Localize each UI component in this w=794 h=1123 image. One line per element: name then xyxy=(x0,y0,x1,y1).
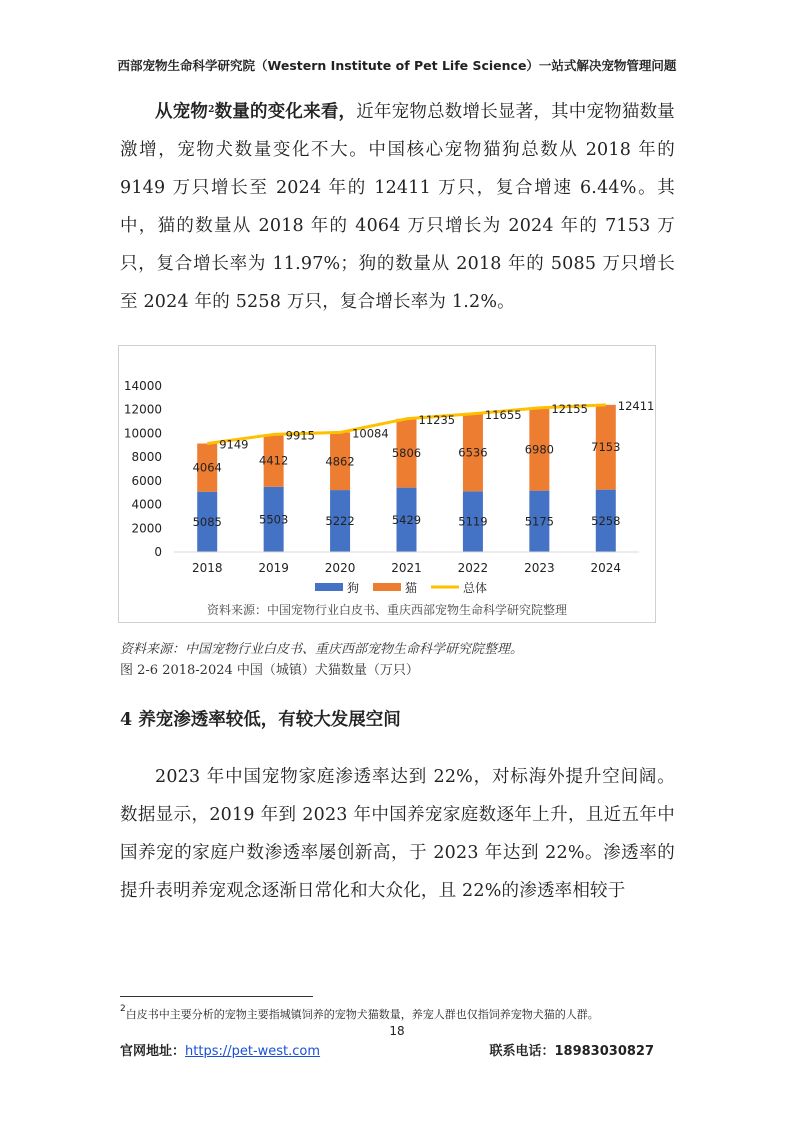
data-label-cat: 7153 xyxy=(591,440,621,455)
y-tick-label: 8000 xyxy=(131,450,162,465)
y-tick-label: 12000 xyxy=(123,402,162,417)
x-tick-label: 2021 xyxy=(391,561,422,575)
footer-phone xyxy=(489,1040,654,1059)
data-label-dog: 5222 xyxy=(325,514,355,529)
data-label-cat: 5806 xyxy=(391,446,422,461)
intro-paragraph xyxy=(120,93,675,321)
chart-container xyxy=(118,345,656,623)
data-label-dog: 5503 xyxy=(259,512,289,527)
legend-label-dog: 狗 xyxy=(347,581,360,595)
stacked-bar-chart xyxy=(119,346,655,622)
data-label-dog: 5119 xyxy=(458,514,488,529)
y-tick-label: 0 xyxy=(154,545,162,559)
page-header: 西部宠物生命科学研究院（Western Institute of Pet Life Science）一站式解决宠物管理问题 xyxy=(117,58,677,73)
x-tick-label: 2022 xyxy=(457,561,489,575)
x-tick-label: 2020 xyxy=(324,561,356,575)
y-tick-label: 4000 xyxy=(131,497,162,512)
footnote-ref[interactable]: 2 xyxy=(208,105,215,115)
data-label-dog: 5085 xyxy=(192,514,222,529)
site-label: 官网地址： xyxy=(120,1044,186,1059)
data-label-dog: 5175 xyxy=(524,514,554,529)
footer-site xyxy=(120,1040,320,1059)
footnote-mark: 2 xyxy=(120,1004,126,1014)
intro-lead: 从宠物$^2$数量的变化来看， xyxy=(155,102,357,122)
data-label-total: 12411 xyxy=(617,398,655,413)
paragraph-2 xyxy=(120,758,675,910)
site-link[interactable]: https://pet-west.com xyxy=(185,1044,321,1059)
data-label-cat: 4862 xyxy=(325,454,355,469)
y-tick-label: 6000 xyxy=(131,473,162,488)
y-tick-label: 2000 xyxy=(131,521,162,536)
section-heading: 4 养宠渗透率较低，有较大发展空间 xyxy=(120,710,401,730)
x-tick-label: 2018 xyxy=(191,561,223,575)
y-tick-label: 14000 xyxy=(123,379,162,393)
data-label-cat: 6980 xyxy=(524,442,554,457)
legend-label-total: 总体 xyxy=(463,581,488,595)
data-label-total: 11235 xyxy=(418,412,456,427)
data-label-total: 11655 xyxy=(484,407,522,422)
phone-label: 联系电话： xyxy=(489,1044,555,1059)
legend-label-cat: 猫 xyxy=(405,581,418,595)
legend-swatch-dog xyxy=(315,583,343,591)
data-label-total: 12155 xyxy=(551,401,588,416)
x-tick-label: 2019 xyxy=(258,561,289,575)
footnote-text: 白皮书中主要分析的宠物主要指城镇饲养的宠物犬猫数量，养宠人群也仅指饲养宠物犬猫的人群。 xyxy=(125,1008,599,1021)
data-label-cat: 6536 xyxy=(458,445,488,460)
footnote xyxy=(120,1006,599,1022)
chart-source-note: 资料来源：中国宠物行业白皮书、重庆西部宠物生命科学研究院整理 xyxy=(206,603,568,617)
data-label-cat: 4064 xyxy=(192,460,222,475)
legend-swatch-cat xyxy=(373,583,401,591)
page-number: 18 xyxy=(389,1024,405,1038)
intro-body: 近年宠物总数增长显著，其中宠物猫数量激增，宠物犬数量变化不大。中国核心宠物猫狗总数从 2018 年的 9149 万只增长至 2024 年的 12411 万只，复合增速 6.44%。其中，猫的数量从 2018 年的 4064 万只增长为 2024 年的 7153 万只，复合增长率为 11.97%；狗的数量从 2018 年的 5085 万只增长至 2024 年的 5258 万只，复合增长率为 1.2%。 xyxy=(120,102,675,312)
data-label-dog: 5429 xyxy=(391,512,422,527)
paragraph-2-text: 2023 年中国宠物家庭渗透率达到 22%，对标海外提升空间阔。数据显示，2019 年到 2023 年中国养宠家庭数逐年上升，且近五年中国养宠的家庭户数渗透率屡创新高，于 2023 年达到 22%。渗透率的提升表明养宠观念逐渐日常化和大众化，且 22%的渗透率相较于 xyxy=(120,767,675,901)
figure-source: 资料来源：中国宠物行业白皮书、重庆西部宠物生命科学研究院整理。 xyxy=(120,642,524,657)
x-tick-label: 2023 xyxy=(524,561,555,575)
footnote-divider xyxy=(120,996,313,997)
data-label-total: 10084 xyxy=(352,426,389,441)
data-label-cat: 4412 xyxy=(259,453,289,468)
data-label-dog: 5258 xyxy=(591,513,621,528)
data-label-total: 9149 xyxy=(219,437,249,452)
x-tick-label: 2024 xyxy=(590,561,622,575)
data-label-total: 9915 xyxy=(285,428,315,443)
phone-number: 18983030827 xyxy=(554,1044,654,1059)
y-tick-label: 10000 xyxy=(123,426,162,441)
figure-caption: 图 2-6 2018-2024 中国（城镇）犬猫数量（万只） xyxy=(120,663,419,678)
